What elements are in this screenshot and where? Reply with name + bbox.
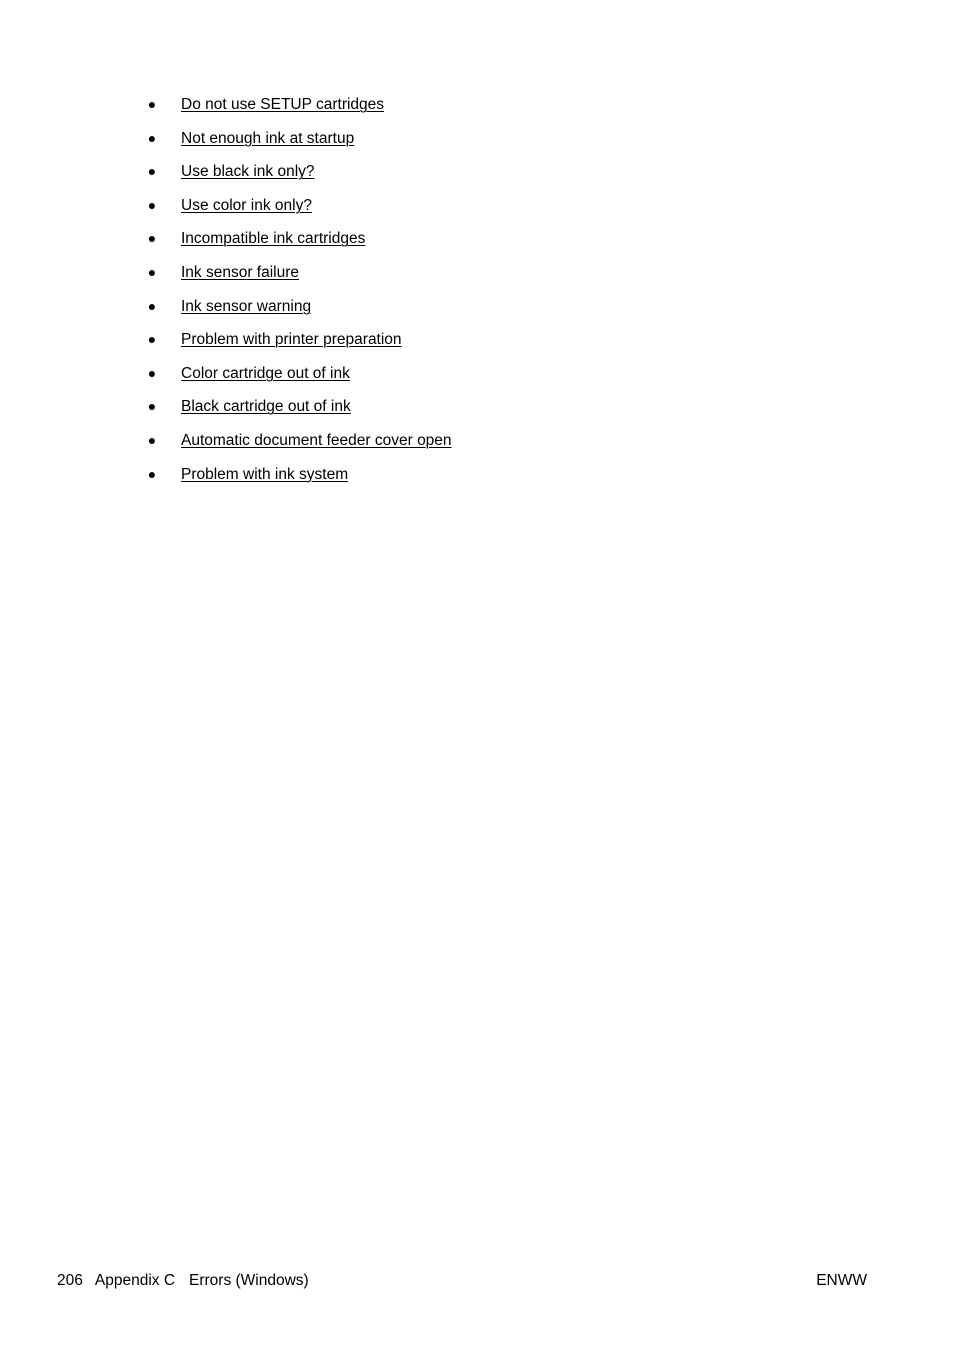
link-ink-sensor-warning[interactable]: Ink sensor warning — [181, 297, 312, 315]
link-problem-with-ink-system[interactable]: Problem with ink system — [181, 465, 349, 483]
list-item — [0, 128, 452, 162]
link-use-color-ink-only[interactable]: Use color ink only? — [181, 196, 312, 214]
list-item — [0, 329, 452, 363]
bullet-icon: ● — [147, 129, 157, 146]
bullet-icon: ● — [147, 398, 157, 415]
list-item — [0, 94, 452, 128]
bullet-icon: ● — [147, 263, 157, 280]
error-topic-link-list — [0, 94, 452, 497]
locale-code: ENWW — [816, 1272, 867, 1289]
link-black-cartridge-out-of-ink[interactable]: Black cartridge out of ink — [181, 398, 351, 416]
bullet-icon: ● — [147, 331, 157, 348]
list-item — [0, 363, 452, 397]
list-item — [0, 430, 452, 464]
link-not-enough-ink-at-startup[interactable]: Not enough ink at startup — [181, 129, 355, 147]
page-footer — [57, 1270, 867, 1291]
footer-left — [57, 1270, 309, 1291]
list-item — [0, 228, 452, 262]
bullet-icon: ● — [147, 230, 157, 247]
bullet-icon: ● — [147, 465, 157, 482]
list-item — [0, 296, 452, 330]
link-problem-with-printer-preparation[interactable]: Problem with printer preparation — [181, 331, 402, 349]
link-do-not-use-setup-cartridges[interactable]: Do not use SETUP cartridges — [181, 96, 385, 113]
bullet-icon: ● — [147, 297, 157, 314]
appendix-label: Appendix C — [94, 1272, 176, 1289]
list-item — [0, 161, 452, 195]
bullet-icon: ● — [147, 196, 157, 213]
link-automatic-document-feeder-cover-open[interactable]: Automatic document feeder cover open — [181, 431, 452, 449]
chapter-title: Errors (Windows) — [189, 1272, 309, 1289]
list-item — [0, 262, 452, 296]
link-use-black-ink-only[interactable]: Use black ink only? — [181, 163, 315, 181]
bullet-icon: ● — [147, 431, 157, 448]
list-item — [0, 396, 452, 430]
list-item — [0, 195, 452, 229]
link-ink-sensor-failure[interactable]: Ink sensor failure — [181, 263, 300, 281]
link-incompatible-ink-cartridges[interactable]: Incompatible ink cartridges — [181, 230, 366, 248]
bullet-icon: ● — [147, 96, 157, 112]
link-color-cartridge-out-of-ink[interactable]: Color cartridge out of ink — [181, 364, 350, 382]
list-item — [0, 464, 452, 498]
page-number: 206 — [57, 1272, 83, 1289]
bullet-icon: ● — [147, 163, 157, 180]
bullet-icon: ● — [147, 364, 157, 381]
